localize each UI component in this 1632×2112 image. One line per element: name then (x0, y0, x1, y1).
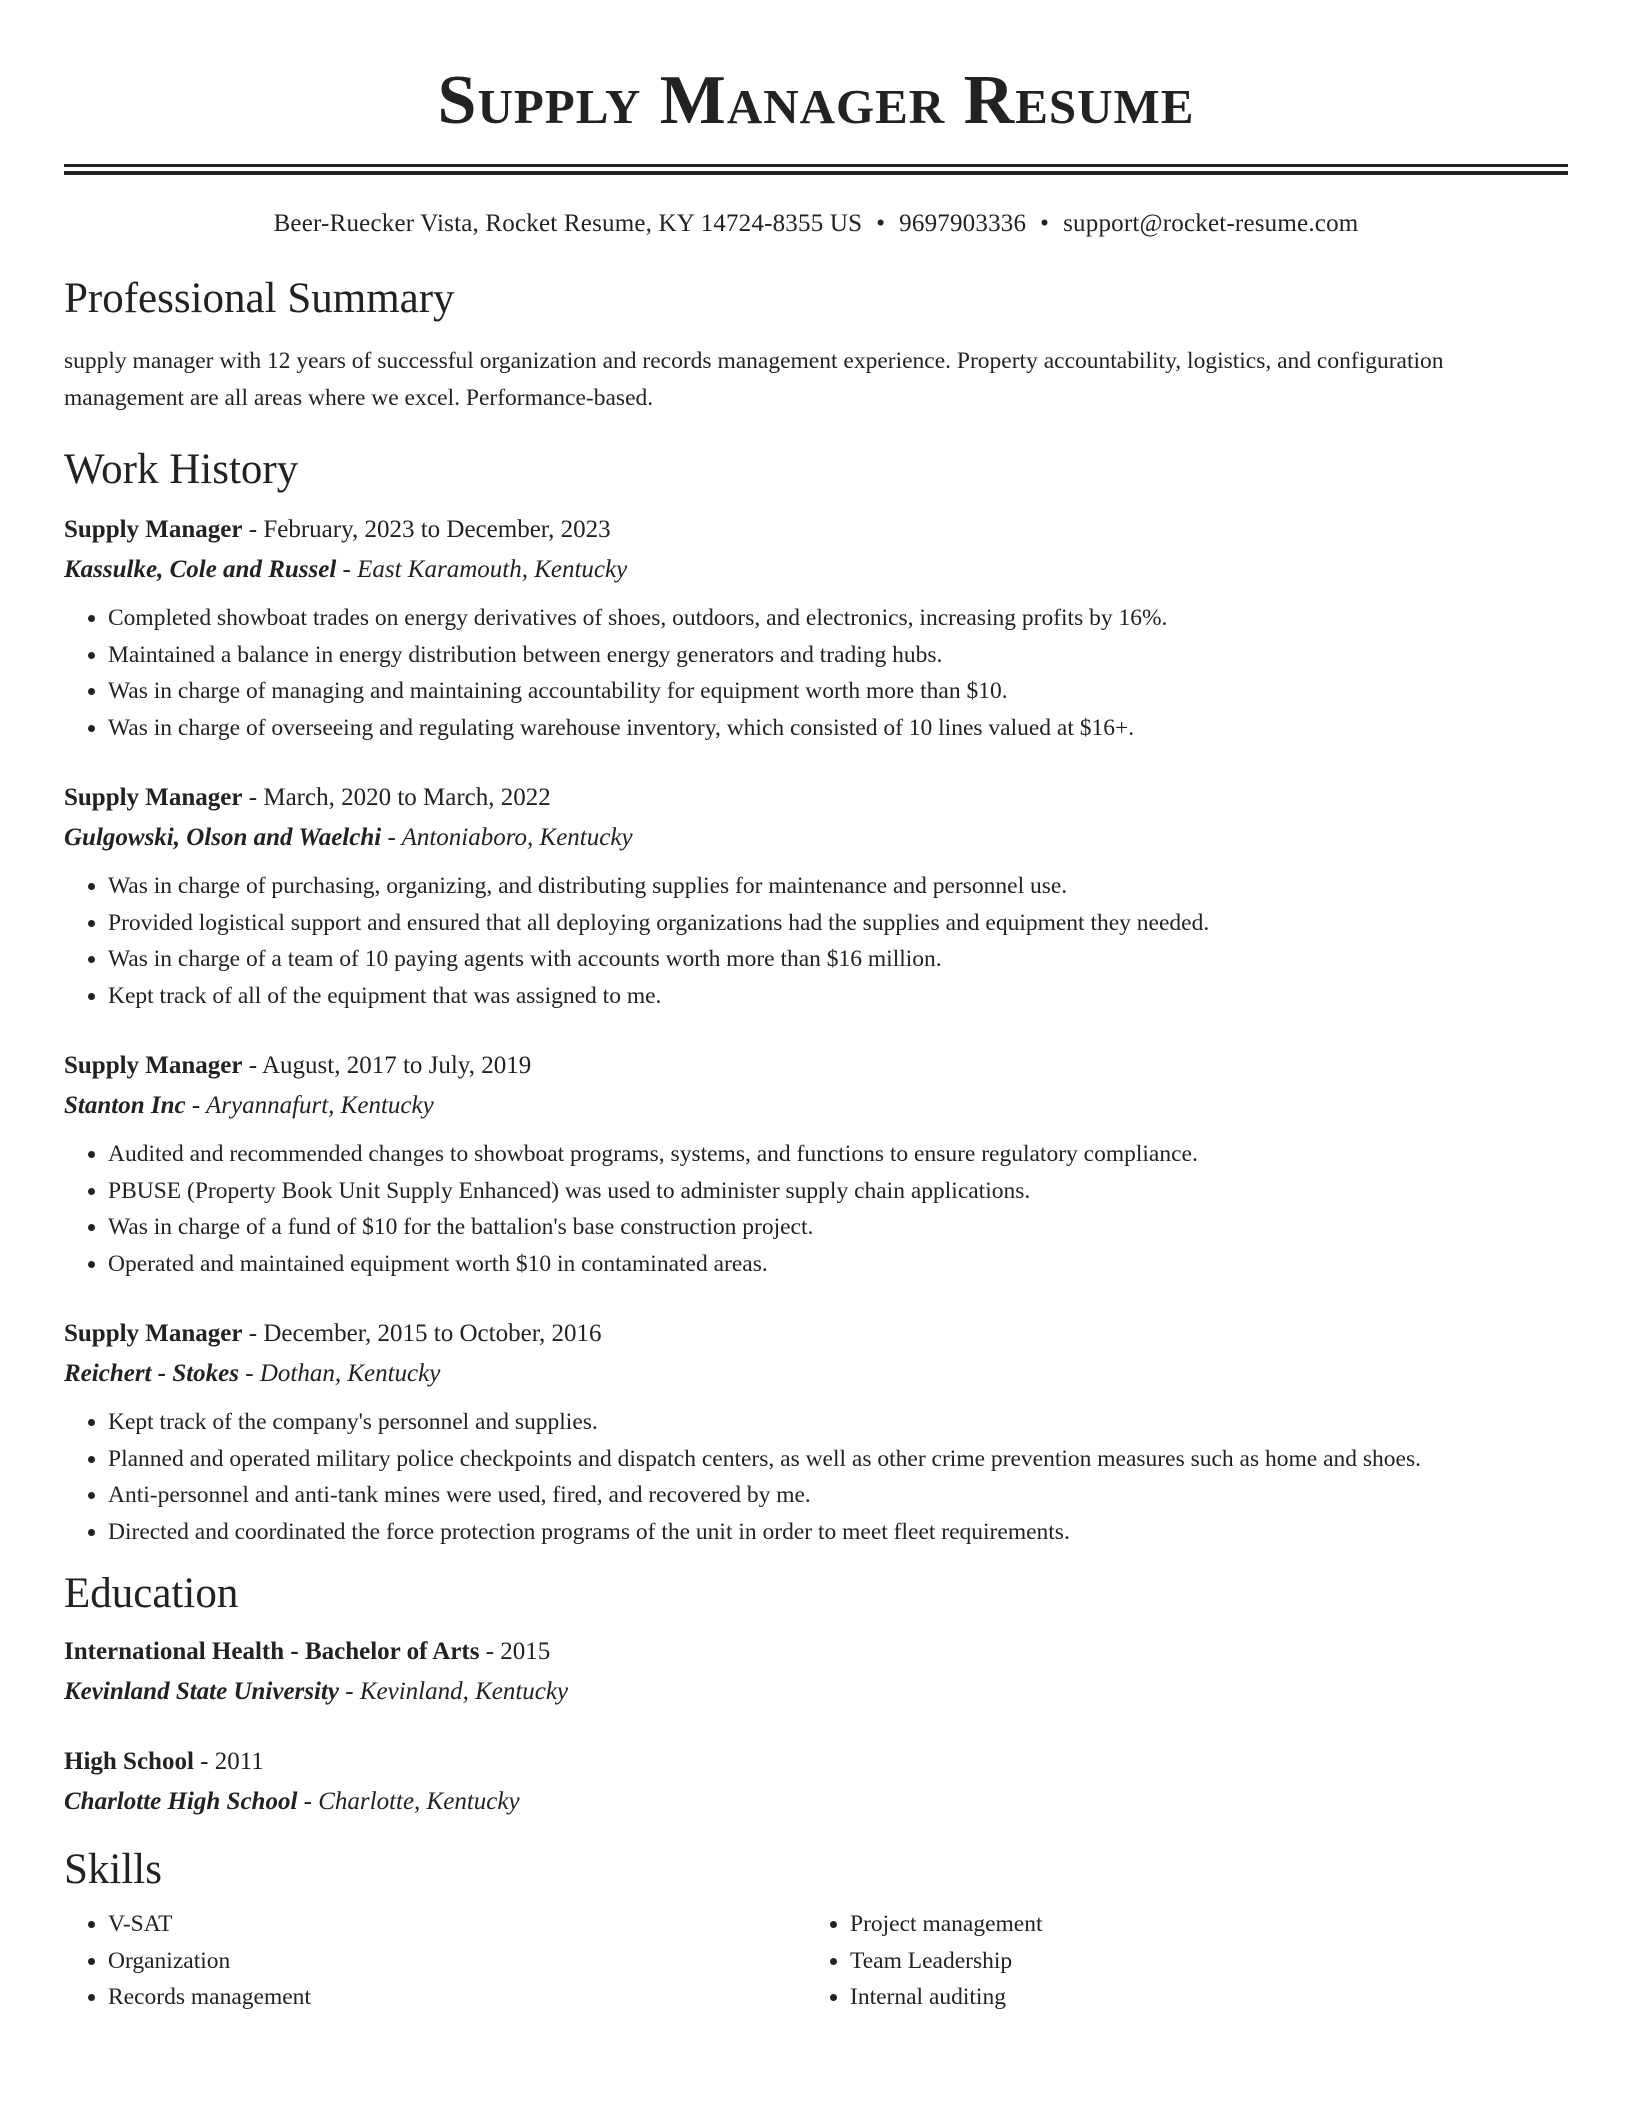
job-bullet: • Was in charge of a team of 10 paying agents with accounts worth more than $16 million. (108, 941, 1568, 978)
education-school: Kevinland State University (64, 1678, 339, 1705)
job-bullet: • Anti-personnel and anti-tank mines were used, fired, and recovered by me. (108, 1477, 1568, 1514)
job-dates: - December, 2015 to October, 2016 (242, 1320, 602, 1347)
resume-title: Supply Manager Resume (437, 62, 1195, 139)
education-degree-line (64, 1742, 1568, 1782)
education-location: - Kevinland, Kentucky (339, 1678, 569, 1705)
job-entry (64, 510, 1568, 746)
job-bullet: • Provided logistical support and ensured that all deploying organizations had the supplies and equipment they needed. (108, 905, 1568, 942)
contact-phone: 9697903336 (899, 210, 1027, 237)
job-bullet: • Audited and recommended changes to showboat programs, systems, and functions to ensure regulatory compliance. (108, 1136, 1568, 1173)
job-title-line (64, 1046, 1568, 1086)
education-entry (64, 1742, 1568, 1822)
skill-item: • V-SAT (108, 1906, 806, 1943)
contact-email: support@rocket-resume.com (1063, 210, 1359, 237)
job-title-line (64, 778, 1568, 818)
job-company-line (64, 1354, 1568, 1394)
job-dates: - February, 2023 to December, 2023 (242, 516, 611, 543)
job-company: Kassulke, Cole and Russel (64, 556, 337, 583)
contact-separator: • (876, 210, 886, 237)
skill-item: • Internal auditing (850, 1979, 1548, 2016)
job-entry (64, 778, 1568, 1014)
job-company: Reichert - Stokes (64, 1360, 239, 1387)
skill-item: • Organization (108, 1943, 806, 1980)
job-bullets (64, 600, 1568, 746)
skill-item: • Team Leadership (850, 1943, 1548, 1980)
job-dates: - March, 2020 to March, 2022 (242, 784, 551, 811)
job-company: Gulgowski, Olson and Waelchi (64, 824, 382, 851)
job-title: Supply Manager (64, 1320, 243, 1347)
skills-column-right (806, 1906, 1548, 2016)
summary-text: supply manager with 12 years of successful organization and records management experience. Property accountability, logistics, and configuration management are all areas where we excel. Performance-based. (64, 348, 1444, 411)
job-title: Supply Manager (64, 784, 243, 811)
job-bullet: • Was in charge of a fund of $10 for the battalion's base construction project. (108, 1209, 1568, 1246)
job-bullet: • Was in charge of purchasing, organizing, and distributing supplies for maintenance and personnel use. (108, 868, 1568, 905)
job-title-line (64, 1314, 1568, 1354)
contact-address: Beer-Ruecker Vista, Rocket Resume, KY 14724-8355 US (273, 210, 863, 237)
job-title: Supply Manager (64, 1052, 243, 1079)
job-entry (64, 1046, 1568, 1282)
education-degree-line (64, 1632, 1568, 1672)
job-bullet: • PBUSE (Property Book Unit Supply Enhanced) was used to administer supply chain applications. (108, 1173, 1568, 1210)
skills-list (806, 1906, 1548, 2016)
education-year: - 2015 (479, 1638, 551, 1665)
education-heading: Education (64, 1570, 239, 1617)
work-history-heading: Work History (64, 446, 299, 493)
job-bullet: • Completed showboat trades on energy derivatives of shoes, outdoors, and electronics, increasing profits by 16%. (108, 600, 1568, 637)
skills-column-left (64, 1906, 806, 2016)
job-company-line (64, 550, 1568, 590)
skill-item: • Records management (108, 1979, 806, 2016)
job-bullets (64, 1136, 1568, 1282)
education-school-line (64, 1782, 1568, 1822)
job-bullet: • Directed and coordinated the force protection programs of the unit in order to meet fleet requirements. (108, 1514, 1568, 1551)
summary-heading: Professional Summary (64, 275, 455, 322)
job-bullet: • Kept track of the company's personnel and supplies. (108, 1404, 1568, 1441)
job-company-line (64, 818, 1568, 858)
job-location: - Antoniaboro, Kentucky (381, 824, 633, 851)
job-bullet: • Was in charge of overseeing and regulating warehouse inventory, which consisted of 10 lines valued at $16+. (108, 710, 1568, 747)
education-school: Charlotte High School (64, 1788, 298, 1815)
job-location: - Dothan, Kentucky (239, 1360, 441, 1387)
job-location: - Aryannafurt, Kentucky (185, 1092, 434, 1119)
education-degree: High School (64, 1748, 194, 1775)
job-bullet: • Was in charge of managing and maintaining accountability for equipment worth more than $10. (108, 673, 1568, 710)
job-bullet: • Operated and maintained equipment worth $10 in contaminated areas. (108, 1246, 1568, 1283)
education-degree: International Health - Bachelor of Arts (64, 1638, 480, 1665)
education-location: - Charlotte, Kentucky (297, 1788, 520, 1815)
job-entry (64, 1314, 1568, 1550)
education-entry (64, 1632, 1568, 1712)
job-bullet: • Maintained a balance in energy distribution between energy generators and trading hubs. (108, 637, 1568, 674)
contact-line (64, 207, 1568, 241)
job-bullet: • Planned and operated military police checkpoints and dispatch centers, as well as other crime prevention measures such as home and shoes. (108, 1441, 1568, 1478)
skills-list (64, 1906, 806, 2016)
job-company: Stanton Inc (64, 1092, 186, 1119)
job-bullet: • Kept track of all of the equipment that was assigned to me. (108, 978, 1568, 1015)
job-dates: - August, 2017 to July, 2019 (242, 1052, 532, 1079)
job-location: - East Karamouth, Kentucky (336, 556, 628, 583)
education-year: - 2011 (193, 1748, 264, 1775)
skills-grid (64, 1906, 1568, 2016)
job-company-line (64, 1086, 1568, 1126)
contact-separator: • (1040, 210, 1050, 237)
job-title-line (64, 510, 1568, 550)
skills-heading: Skills (64, 1846, 162, 1893)
job-title: Supply Manager (64, 516, 243, 543)
education-school-line (64, 1672, 1568, 1712)
job-bullets (64, 1404, 1568, 1550)
skill-item: • Project management (850, 1906, 1548, 1943)
title-double-rule (64, 164, 1568, 175)
job-bullets (64, 868, 1568, 1014)
